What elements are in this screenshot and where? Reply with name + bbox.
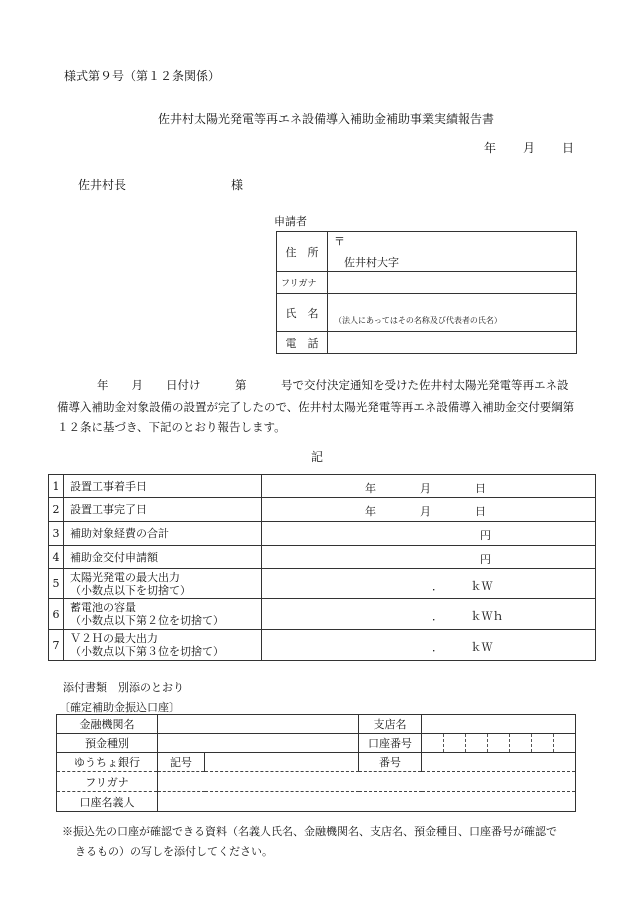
- holder-label: 口座名義人: [57, 792, 158, 812]
- account-number-label: 口座番号: [359, 734, 422, 753]
- furigana-label: フリガナ: [57, 772, 158, 792]
- item-value: 年 月 日: [365, 505, 486, 518]
- item-number: 2: [49, 498, 64, 522]
- holder-field[interactable]: [158, 792, 576, 812]
- form-number: 様式第９号（第１２条関係）: [64, 69, 221, 83]
- item-value-field[interactable]: [262, 546, 596, 569]
- furigana-label: フリガナ: [277, 272, 328, 294]
- name-label: 氏 名: [277, 294, 328, 332]
- holder-furigana-field[interactable]: [158, 772, 576, 792]
- item-value: ． ｋＷ: [432, 641, 493, 654]
- number-field[interactable]: [422, 753, 576, 772]
- footnote-line-2: きるもの）の写しを添付してください。: [75, 845, 273, 858]
- item-value-field[interactable]: [262, 498, 596, 522]
- document-title: 佐井村太陽光発電等再エネ設備導入補助金補助事業実績報告書: [158, 112, 495, 126]
- deposit-type-field[interactable]: [158, 734, 359, 753]
- postal-mark: 〒: [334, 235, 345, 248]
- item-number: 5: [49, 569, 64, 599]
- phone-label: 電 話: [277, 332, 328, 354]
- phone-field[interactable]: [328, 332, 577, 354]
- item-label: 設置工事着手日: [64, 475, 262, 498]
- table-row: [49, 498, 596, 522]
- item-number: 4: [49, 546, 64, 569]
- item-value: 円: [480, 553, 491, 566]
- address-label: 住 所: [277, 232, 328, 272]
- applicant-heading: 申請者: [274, 215, 307, 228]
- item-label: 太陽光発電の最大出力 （小数点以下を切捨て）: [64, 569, 262, 599]
- item-label: Ｖ２Ｈの最大出力 （小数点以下第３位を切捨て）: [64, 630, 262, 661]
- body-line-3: １２条に基づき、下記のとおり報告します。: [57, 420, 286, 434]
- name-note: （法人にあってはその名称及び代表者の氏名）: [334, 316, 502, 325]
- ki-heading: 記: [311, 450, 324, 464]
- item-label: 設置工事完了日: [64, 498, 262, 522]
- addressee-honorific: 様: [231, 178, 244, 192]
- addressee-name: 佐井村長: [78, 178, 127, 192]
- item-number: 6: [49, 599, 64, 630]
- table-row: [49, 546, 596, 569]
- item-label: 補助対象経費の合計: [64, 522, 262, 546]
- item-label: 蓄電池の容量 （小数点以下第２位を切捨て）: [64, 599, 262, 630]
- name-field[interactable]: [328, 294, 577, 332]
- item-value-field[interactable]: [262, 569, 596, 599]
- number-label: 番号: [359, 753, 422, 772]
- table-row: [49, 522, 596, 546]
- item-value: 年 月 日: [365, 482, 486, 495]
- table-row: [49, 630, 596, 661]
- deposit-type-label: 預金種別: [57, 734, 158, 753]
- item-value: 円: [480, 529, 491, 542]
- item-number: 1: [49, 475, 64, 498]
- table-row: [49, 475, 596, 498]
- address-field[interactable]: [328, 232, 577, 272]
- furigana-field[interactable]: [328, 272, 577, 294]
- item-value-field[interactable]: [262, 475, 596, 498]
- body-line-1: 年 月 日付け 第 号で交付決定通知を受けた佐井村太陽光発電等再エネ設: [97, 378, 569, 392]
- branch-label: 支店名: [359, 715, 422, 734]
- account-digit-boxes: [422, 734, 575, 752]
- item-number: 3: [49, 522, 64, 546]
- bank-heading: 〔確定補助金振込口座〕: [59, 701, 180, 714]
- address-value: 佐井村大字: [344, 256, 399, 269]
- item-value-field[interactable]: [262, 630, 596, 661]
- item-value-field[interactable]: [262, 599, 596, 630]
- body-line-2: 備導入補助金対象設備の設置が完了したので、佐井村太陽光発電等再エネ設備導入補助金交付要綱第: [57, 400, 575, 414]
- item-label: 補助金交付申請額: [64, 546, 262, 569]
- item-number: 7: [49, 630, 64, 661]
- symbol-field[interactable]: [205, 753, 359, 772]
- attachments-note: 添付書類 別添のとおり: [63, 681, 184, 694]
- items-table: [48, 474, 596, 661]
- item-value: ． ｋＷｈ: [432, 610, 504, 623]
- yucho-label: ゆうちょ銀行: [57, 753, 158, 772]
- item-value-field[interactable]: [262, 522, 596, 546]
- branch-field[interactable]: [422, 715, 576, 734]
- table-row: [49, 599, 596, 630]
- applicant-table: [276, 231, 577, 354]
- footnote-line-1: ※振込先の口座が確認できる資料（名義人氏名、金融機関名、支店名、預金種目、口座番号が確認で: [62, 825, 557, 838]
- institution-field[interactable]: [158, 715, 359, 734]
- table-row: [49, 569, 596, 599]
- report-date: 年 月 日: [484, 141, 576, 155]
- bank-table: [56, 714, 576, 812]
- item-value: ． ｋＷ: [432, 580, 493, 593]
- account-number-field[interactable]: [422, 734, 576, 753]
- symbol-label: 記号: [158, 753, 205, 772]
- institution-label: 金融機関名: [57, 715, 158, 734]
